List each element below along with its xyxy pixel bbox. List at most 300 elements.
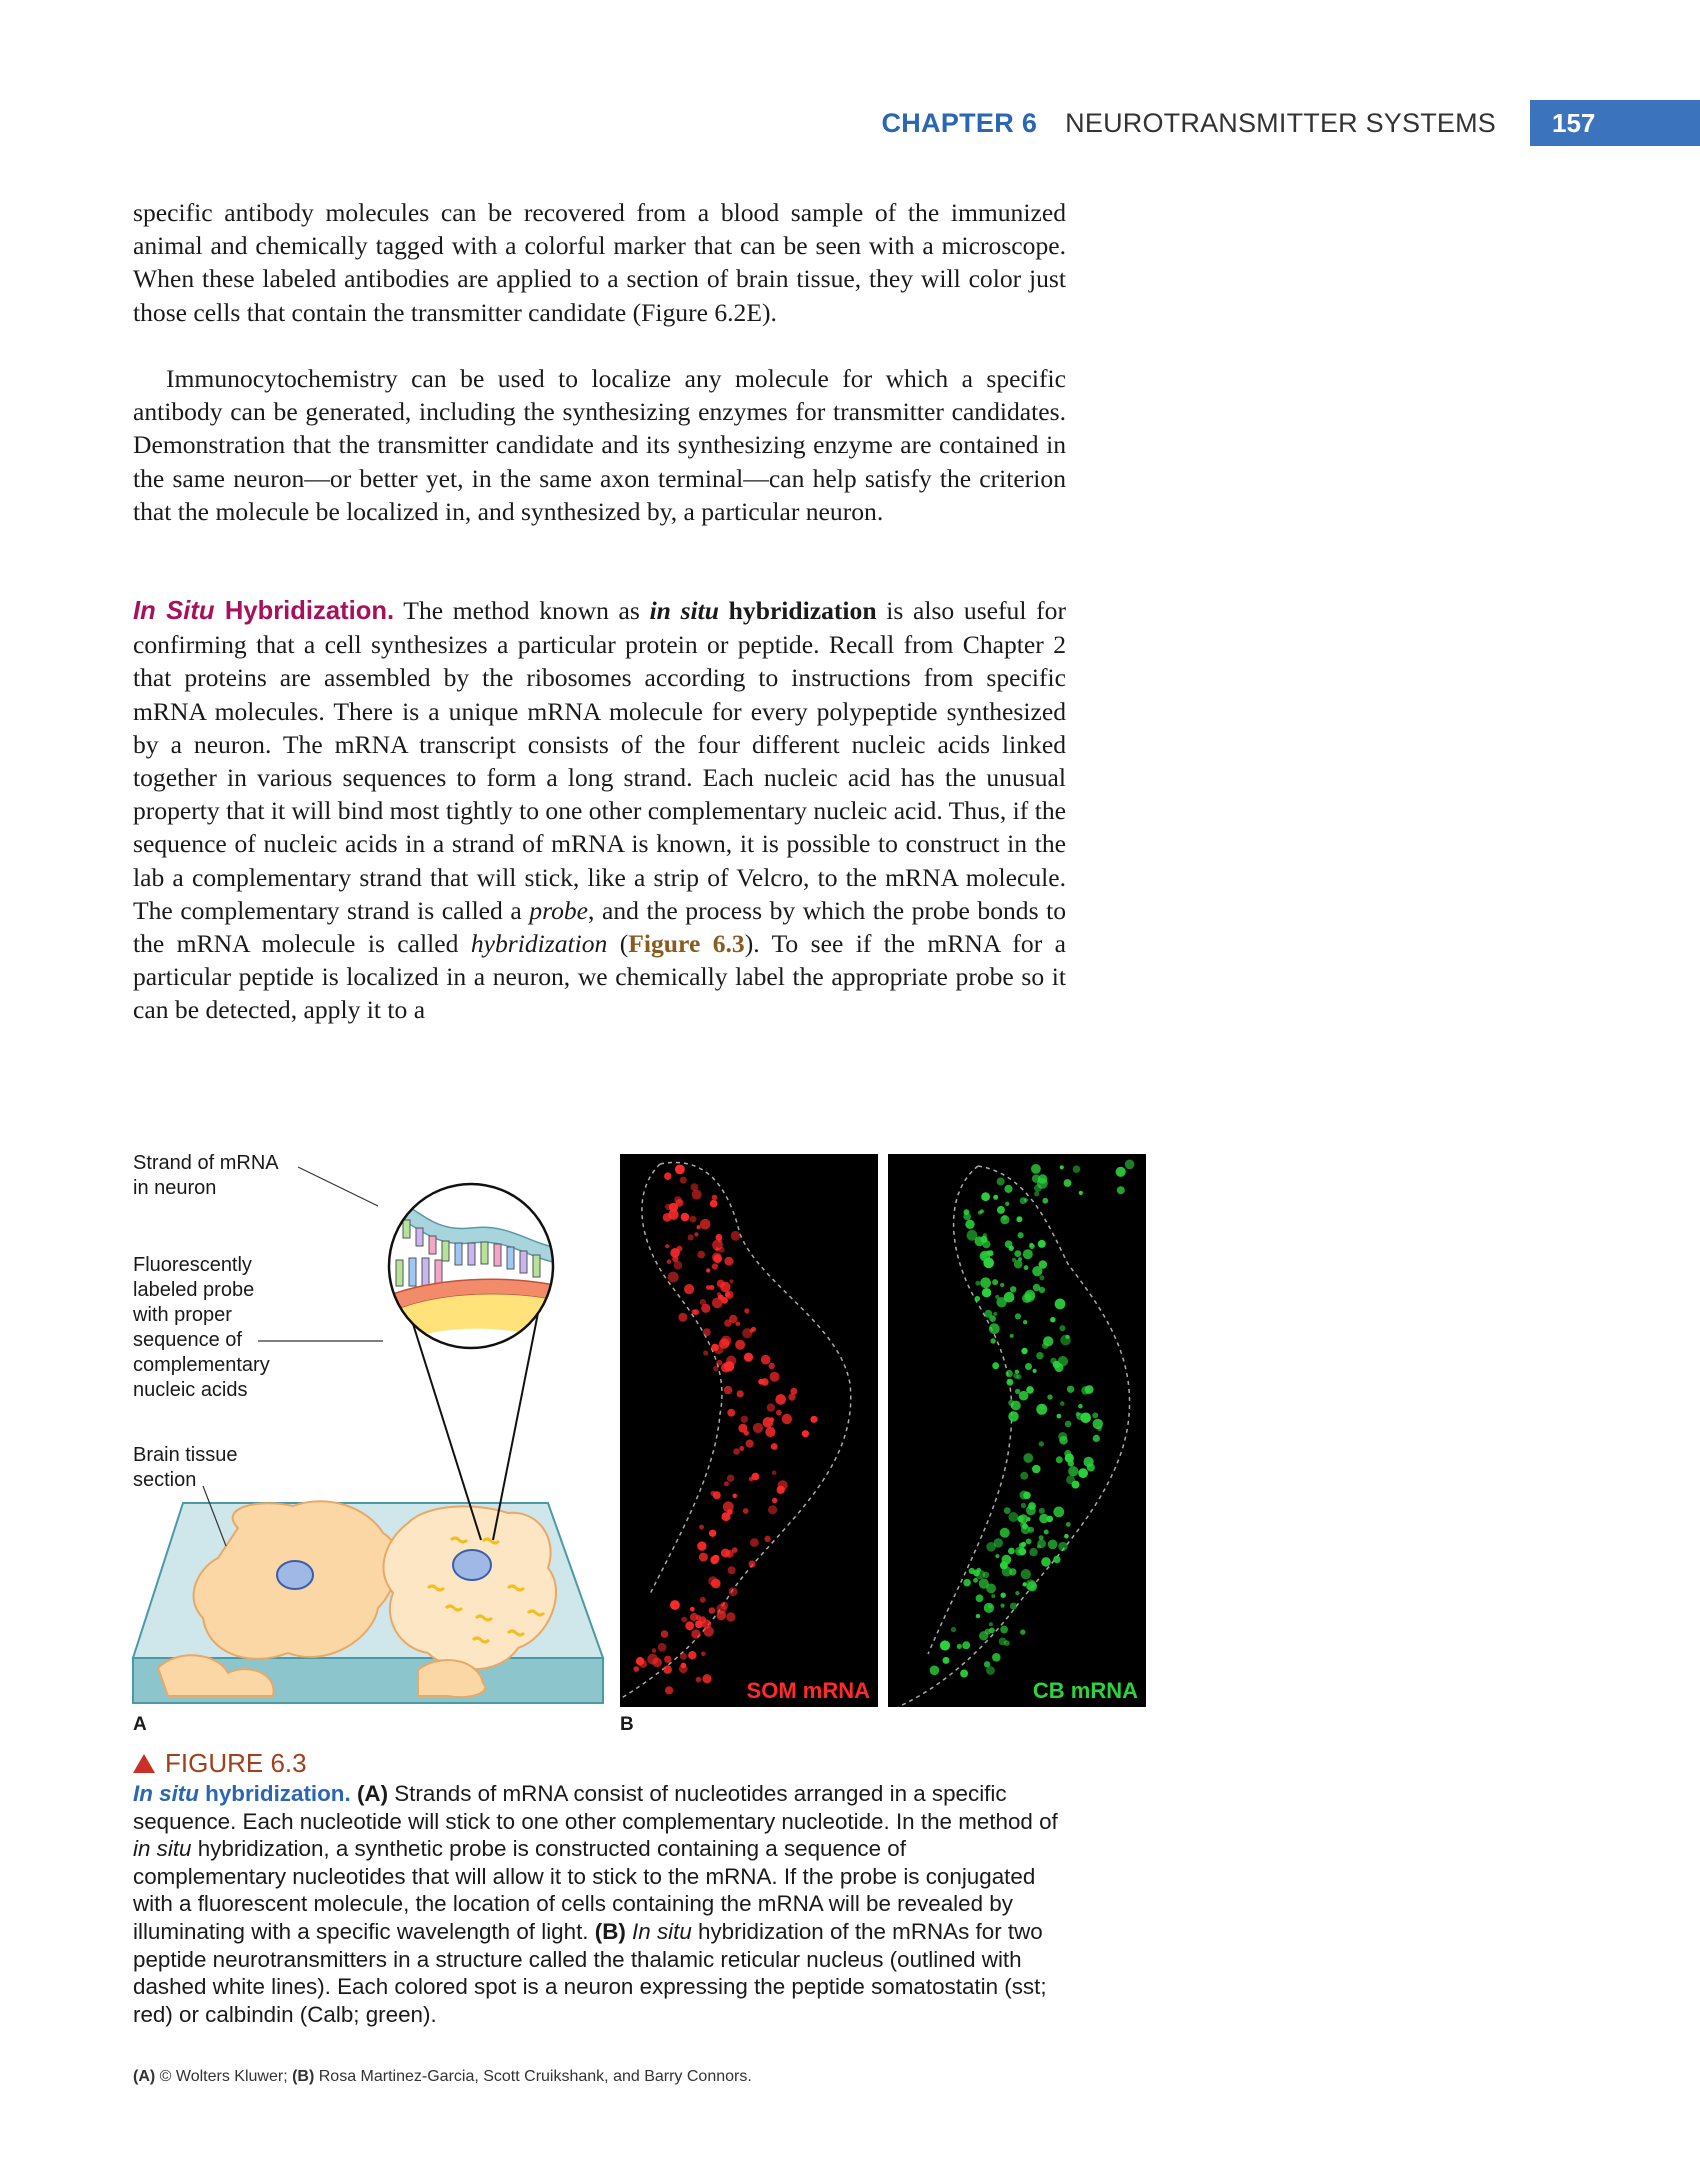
fluorescent-cell — [678, 1313, 687, 1322]
fluorescent-cell — [720, 1282, 730, 1292]
fluorescent-cell — [975, 1281, 980, 1286]
fluorescent-cell — [706, 1268, 710, 1272]
label-labeled-probe: Fluorescently labeled probe with proper sequence of complementary nucleic acids — [133, 1254, 270, 1401]
som-cell-dots — [634, 1165, 818, 1695]
paragraph-1-text: specific antibody molecules can be recovered from a blood sample of the immunized animal and chemically tagged with a colorful marker that can be seen with a microscope. When these labeled antibodies are applied to a section of brain tissue, they will color just those cells that contain the transmitter candidate (Figure 6.2E). — [133, 198, 1066, 327]
figure-credit: (A) © Wolters Kluwer; (B) Rosa Martinez-Garcia, Scott Cruikshank, and Barry Connors. — [133, 2068, 752, 2085]
fluorescent-cell — [980, 1277, 991, 1288]
fluorescent-cell — [725, 1292, 730, 1297]
fluorescent-cell — [1036, 1352, 1043, 1359]
fluorescent-cell — [1010, 1603, 1017, 1610]
fluorescent-cell — [693, 1309, 699, 1315]
fluorescent-cell — [1019, 1391, 1029, 1401]
fluorescent-cell — [965, 1220, 974, 1229]
fluorescent-cell — [690, 1216, 697, 1223]
fluorescent-cell — [990, 1338, 995, 1343]
fluorescent-cell — [700, 1219, 711, 1230]
fluorescent-cell — [988, 1604, 992, 1608]
fluorescent-cell — [985, 1629, 991, 1635]
fluorescent-cell — [721, 1549, 730, 1558]
fluorescent-cell — [1020, 1491, 1029, 1500]
fluorescent-cell — [690, 1607, 695, 1612]
fluorescent-cell — [717, 1611, 727, 1621]
fluorescent-cell — [1058, 1542, 1067, 1551]
fluorescent-cell — [976, 1570, 985, 1579]
fluorescent-cell — [770, 1372, 780, 1382]
fluorescent-cell — [1010, 1286, 1016, 1292]
fluorescent-cell — [1025, 1363, 1032, 1370]
fluorescent-cell — [1024, 1265, 1029, 1270]
chapter-title: NEUROTRANSMITTER SYSTEMS — [1065, 107, 1496, 138]
som-micrograph — [620, 1154, 878, 1707]
paragraph-3-text: In Situ Hybridization. The method known as in situ hybridization is also useful for confirming that a cell synthesizes a particular protein or peptide. Recall from Chapter 2 that proteins are assembled by the ribosomes according to instructions from specific mRNA molecules. There is a unique mRNA molecule for every polypeptide synthesized by a neuron. The mRNA transcript consists of the four different nucleic acids linked together in various sequences to form a long strand. Each nucleic acid has the unusual property that it will bind most tightly to one other complementary nucleic acid. Thus, if the sequence of nucleic acids in a strand of mRNA is known, it is possible to construct in the lab a complementary strand that will stick, like a strip of Velcro, to the mRNA molecule. The complementary strand is called a probe, and the process by which the probe bonds to the mRNA molecule is called hybridization (Figure 6.3). To see if the mRNA for a particular peptide is localized in a neuron, we chemically label the appropriate probe so it can be detected, apply it to a — [133, 596, 1066, 1025]
fluorescent-cell — [765, 1427, 775, 1437]
fluorescent-cell — [704, 1626, 714, 1636]
fluorescent-cell — [1065, 1421, 1072, 1428]
fluorescent-cell — [1022, 1294, 1031, 1303]
fluorescent-cell — [1000, 1528, 1010, 1538]
fluorescent-cell — [701, 1304, 710, 1313]
fluorescent-cell — [1006, 1379, 1013, 1386]
term-probe: probe — [529, 895, 589, 925]
fluorescent-cell — [1015, 1313, 1021, 1319]
fluorescent-cell — [749, 1560, 756, 1567]
fluorescent-cell — [1060, 1165, 1064, 1169]
fluorescent-cell — [1044, 1530, 1049, 1535]
fluorescent-cell — [940, 1640, 950, 1650]
fluorescent-cell — [700, 1597, 706, 1603]
fluorescent-cell — [733, 1448, 740, 1455]
fluorescent-cell — [1004, 1185, 1012, 1193]
fluorescent-cell — [1019, 1543, 1025, 1549]
panel-letter-a: A — [133, 1714, 147, 1735]
fluorescent-cell — [1064, 1534, 1069, 1539]
fluorescent-cell — [1042, 1198, 1048, 1204]
fluorescent-cell — [1055, 1299, 1066, 1310]
fluorescent-cell — [709, 1530, 716, 1537]
fluorescent-cell — [1076, 1412, 1080, 1416]
fluorescent-cell — [1039, 1508, 1045, 1514]
fluorescent-cell — [749, 1477, 754, 1482]
fluorescent-cell — [675, 1165, 685, 1175]
triangle-icon — [133, 1754, 155, 1773]
label-mrna-strand: Strand of mRNA in neuron — [133, 1152, 279, 1199]
fluorescent-cell — [989, 1622, 993, 1626]
fluorescent-cell — [1068, 1460, 1074, 1466]
fluorescent-cell — [1000, 1626, 1008, 1634]
figure-panel-a — [128, 1148, 608, 1708]
panel-letter-b: B — [620, 1714, 634, 1735]
fluorescent-cell — [1004, 1507, 1011, 1514]
fluorescent-cell — [711, 1344, 719, 1352]
fluorescent-cell — [1073, 1165, 1081, 1173]
fluorescent-cell — [681, 1213, 690, 1222]
fluorescent-cell — [1012, 1258, 1016, 1262]
nucleus-right — [453, 1550, 491, 1580]
fluorescent-cell — [992, 1653, 1001, 1662]
fluorescent-cell — [718, 1239, 722, 1243]
fluorescent-cell — [982, 1288, 991, 1297]
page-number: 157 — [1530, 100, 1700, 146]
paragraph-3 — [133, 594, 1066, 1027]
fluorescent-cell — [1008, 1400, 1014, 1406]
fluorescent-cell — [1065, 1335, 1069, 1339]
fluorescent-cell — [702, 1674, 711, 1683]
panel-b-cb — [888, 1154, 1146, 1707]
caption-text: In situ hybridization. (A) Strands of mRNA consist of nucleotides arranged in a specific sequence. Each nucleotide will stick to one other complementary nucleotide. In the method of in situ hybridization, a synthetic probe is constructed containing a sequence of complementary nucleotides that will allow it to stick to the mRNA. If the probe is conjugated with a fluorescent molecule, the location of cells containing the mRNA will be revealed by illuminating with a specific wavelength of light. (B) In situ hybridization of the mRNAs for two peptide neurotransmitters in a structure called the thalamic reticular nucleus (outlined with dashed white lines). Each colored spot is a neuron expressing the peptide somatostatin (sst; red) or calbindin (Calb; green). — [133, 1781, 1058, 2027]
fluorescent-cell — [1039, 1287, 1045, 1293]
fluorescent-cell — [667, 1259, 672, 1264]
fluorescent-cell — [1058, 1432, 1067, 1441]
fluorescent-cell — [744, 1308, 749, 1313]
fluorescent-cell — [703, 1350, 708, 1355]
fluorescent-cell — [1078, 1404, 1083, 1409]
fluorescent-cell — [1059, 1325, 1065, 1331]
fluorescent-cell — [1039, 1535, 1044, 1540]
fluorescent-cell — [741, 1416, 748, 1423]
fluorescent-cell — [1001, 1604, 1005, 1608]
cb-micrograph — [888, 1154, 1146, 1707]
fluorescent-cell — [995, 1554, 999, 1558]
fluorescent-cell — [1050, 1317, 1055, 1322]
fluorescent-cell — [658, 1643, 667, 1652]
fluorescent-cell — [688, 1234, 694, 1240]
fluorescent-cell — [1125, 1160, 1135, 1170]
fluorescent-cell — [1010, 1334, 1014, 1338]
fluorescent-cell — [712, 1555, 719, 1562]
fluorescent-cell — [782, 1414, 792, 1424]
fluorescent-cell — [1048, 1540, 1058, 1550]
label-brain-tissue: Brain tissue section — [133, 1444, 238, 1491]
fluorescent-cell — [727, 1509, 733, 1515]
fluorescent-cell — [993, 1195, 998, 1200]
fluorescent-cell — [1057, 1414, 1062, 1419]
fluorescent-cell — [960, 1670, 968, 1678]
fluorescent-cell — [1043, 1336, 1053, 1346]
fluorescent-cell — [777, 1486, 785, 1494]
fluorescent-cell — [963, 1579, 971, 1587]
fluorescent-cell — [986, 1251, 991, 1256]
fluorescent-cell — [727, 1475, 734, 1482]
fluorescent-cell — [1080, 1413, 1091, 1424]
fluorescent-cell — [997, 1178, 1005, 1186]
fluorescent-cell — [993, 1312, 997, 1316]
fluorescent-cell — [989, 1323, 1000, 1334]
fluorescent-cell — [729, 1279, 733, 1283]
fluorescent-cell — [1024, 1198, 1028, 1202]
fluorescent-cell — [669, 1203, 678, 1212]
fluorescent-cell — [1047, 1394, 1052, 1399]
fluorescent-cell — [1026, 1386, 1034, 1394]
fluorescent-cell — [963, 1213, 971, 1221]
fluorescent-cell — [1041, 1557, 1051, 1567]
fluorescent-cell — [991, 1594, 995, 1598]
som-mrna-label: SOM mRNA — [746, 1678, 870, 1703]
fluorescent-cell — [1093, 1419, 1103, 1429]
fluorescent-cell — [984, 1661, 990, 1667]
fluorescent-cell — [981, 1192, 990, 1201]
fluorescent-cell — [697, 1251, 705, 1259]
fluorescent-cell — [670, 1248, 680, 1258]
fluorescent-cell — [788, 1393, 795, 1400]
fluorescent-cell — [1039, 1441, 1044, 1446]
fluorescent-cell — [1016, 1216, 1022, 1222]
fluorescent-cell — [1002, 1555, 1012, 1565]
fluorescent-cell — [737, 1390, 744, 1397]
fluorescent-cell — [1023, 1320, 1027, 1324]
fluorescent-cell — [1060, 1401, 1065, 1406]
fluorescent-cell — [1021, 1569, 1031, 1579]
fluorescent-cell — [1015, 1389, 1020, 1394]
fluorescent-cell — [1008, 1512, 1018, 1522]
fluorescent-cell — [1020, 1629, 1025, 1634]
fluorescent-cell — [1037, 1539, 1046, 1548]
caption-title: In situ hybridization. — [133, 1781, 351, 1806]
fluorescent-cell — [1116, 1167, 1126, 1177]
fluorescent-cell — [712, 1195, 718, 1201]
fluorescent-cell — [663, 1665, 672, 1674]
fluorescent-cell — [943, 1657, 950, 1664]
fluorescent-cell — [729, 1587, 738, 1596]
fluorescent-cell — [1064, 1179, 1072, 1187]
fluorescent-cell — [761, 1378, 768, 1385]
fluorescent-cell — [694, 1232, 698, 1236]
fluorescent-cell — [1053, 1507, 1064, 1518]
fluorescent-cell — [1028, 1527, 1034, 1533]
fluorescent-cell — [1018, 1232, 1024, 1238]
fluorescent-cell — [711, 1579, 721, 1589]
fluorescent-cell — [1009, 1568, 1016, 1575]
fluorescent-cell — [1016, 1374, 1021, 1379]
fluorescent-cell — [728, 1566, 736, 1574]
fluorescent-cell — [973, 1578, 978, 1583]
fluorescent-cell — [724, 1319, 731, 1326]
fluorescent-cell — [1037, 1178, 1048, 1189]
fluorescent-cell — [976, 1594, 984, 1602]
fluorescent-cell — [1006, 1370, 1013, 1377]
running-header — [881, 100, 1700, 146]
fluorescent-cell — [1022, 1523, 1028, 1529]
fluorescent-cell — [984, 1310, 992, 1318]
fluorescent-cell — [983, 1258, 994, 1269]
fluorescent-cell — [688, 1651, 696, 1659]
fluorescent-cell — [997, 1206, 1005, 1214]
fluorescent-cell — [771, 1443, 778, 1450]
fluorescent-cell — [1093, 1435, 1100, 1442]
fluorescent-cell — [1027, 1581, 1037, 1591]
fluorescent-cell — [665, 1244, 669, 1248]
fluorescent-cell — [772, 1471, 777, 1476]
fluorescent-cell — [772, 1498, 777, 1503]
fluorescent-cell — [769, 1363, 775, 1369]
fluorescent-cell — [699, 1525, 704, 1530]
fluorescent-cell — [696, 1677, 702, 1683]
fluorescent-cell — [717, 1292, 721, 1296]
fluorescent-cell — [691, 1183, 699, 1191]
fluorescent-cell — [1053, 1556, 1060, 1563]
fluorescent-cell — [1031, 1164, 1041, 1174]
fluorescent-cell — [1008, 1548, 1015, 1555]
fluorescent-cell — [761, 1355, 771, 1365]
fluorescent-cell — [681, 1663, 687, 1669]
fluorescent-cell — [670, 1600, 680, 1610]
fluorescent-cell — [1081, 1386, 1089, 1394]
fluorescent-cell — [1032, 1465, 1041, 1474]
leader-strand — [298, 1167, 378, 1206]
fluorescent-cell — [768, 1505, 777, 1514]
fluorescent-cell — [1040, 1405, 1045, 1410]
fluorescent-cell — [1047, 1516, 1054, 1523]
fluorescent-cell — [639, 1660, 647, 1668]
fluorescent-cell — [975, 1296, 981, 1302]
fluorescent-cell — [995, 1295, 999, 1299]
fluorescent-cell — [753, 1423, 763, 1433]
fluorescent-cell — [703, 1328, 711, 1336]
fluorescent-cell — [1015, 1591, 1019, 1595]
nucleus-left — [277, 1561, 313, 1589]
fluorescent-cell — [712, 1253, 722, 1263]
fluorescent-cell — [1008, 1411, 1018, 1421]
fluorescent-cell — [1033, 1369, 1037, 1373]
fluorescent-cell — [767, 1403, 775, 1411]
fluorescent-cell — [697, 1225, 701, 1229]
fluorescent-cell — [1021, 1503, 1026, 1508]
fluorescent-cell — [1079, 1191, 1083, 1195]
figure-reference-link[interactable]: Figure 6.3 — [628, 929, 745, 959]
fluorescent-cell — [1014, 1250, 1021, 1257]
fluorescent-cell — [1000, 1215, 1009, 1224]
fluorescent-cell — [684, 1284, 694, 1294]
fluorescent-cell — [735, 1340, 745, 1350]
fluorescent-cell — [802, 1430, 809, 1437]
paragraph-2 — [133, 362, 1066, 528]
fluorescent-cell — [713, 1491, 721, 1499]
fluorescent-cell — [1029, 1243, 1033, 1247]
fluorescent-cell — [775, 1394, 786, 1405]
paragraph-2-text: Immunocytochemistry can be used to localize any molecule for which a specific antibody can be generated, including the synthesizing enzymes for transmitter candidates. Demonstration that the transmitter candidate and its synthesizing enzyme are contained in the same neuron—or better yet, in the same axon terminal—can help satisfy the criterion that the molecule be localized in, and synthesized by, a particular neuron. — [133, 364, 1066, 526]
fluorescent-cell — [712, 1263, 718, 1269]
fluorescent-cell — [1032, 1266, 1042, 1276]
fluorescent-cell — [699, 1553, 708, 1562]
fluorescent-cell — [732, 1494, 737, 1499]
section-heading: In Situ Hybridization. — [133, 597, 395, 625]
fluorescent-cell — [681, 1617, 687, 1623]
fluorescent-cell — [1005, 1202, 1009, 1206]
fluorescent-cell — [726, 1356, 736, 1366]
fluorescent-cell — [1020, 1472, 1028, 1480]
fluorescent-cell — [685, 1621, 694, 1630]
cb-mrna-label: CB mRNA — [1032, 1678, 1138, 1703]
fluorescent-cell — [1066, 1522, 1071, 1527]
fluorescent-cell — [982, 1240, 990, 1248]
panel-b-som — [620, 1154, 878, 1707]
fluorescent-cell — [719, 1338, 729, 1348]
fluorescent-cell — [647, 1654, 658, 1665]
fluorescent-cell — [976, 1614, 980, 1618]
fluorescent-cell — [664, 1656, 671, 1663]
fluorescent-cell — [692, 1190, 702, 1200]
fluorescent-cell — [716, 1360, 722, 1366]
fluorescent-cell — [706, 1285, 711, 1290]
cb-cell-dots — [930, 1160, 1135, 1678]
fluorescent-cell — [724, 1481, 729, 1486]
fluorescent-cell — [720, 1602, 728, 1610]
fluorescent-cell — [750, 1538, 759, 1547]
fluorescent-cell — [1005, 1240, 1013, 1248]
fluorescent-cell — [764, 1536, 770, 1542]
fluorescent-cell — [724, 1386, 732, 1394]
fluorescent-cell — [744, 1353, 753, 1362]
fluorescent-cell — [1029, 1548, 1037, 1556]
fluorescent-cell — [727, 1409, 735, 1417]
fluorescent-cell — [697, 1541, 706, 1550]
fluorescent-cell — [680, 1653, 687, 1660]
chapter-label: CHAPTER 6 — [881, 107, 1038, 138]
fluorescent-cell — [661, 1630, 669, 1638]
fluorescent-cell — [743, 1508, 749, 1514]
fluorescent-cell — [674, 1261, 683, 1270]
fluorescent-cell — [739, 1446, 744, 1451]
fluorescent-cell — [1026, 1517, 1030, 1521]
fluorescent-cell — [992, 1279, 998, 1285]
fluorescent-cell — [724, 1257, 733, 1266]
fluorescent-cell — [713, 1366, 719, 1372]
fluorescent-cell — [957, 1644, 962, 1649]
fluorescent-cell — [738, 1424, 747, 1433]
fluorescent-cell — [710, 1200, 718, 1208]
fluorescent-cell — [1039, 1275, 1044, 1280]
fluorescent-cell — [1078, 1468, 1088, 1478]
fluorescent-cell — [1021, 1348, 1027, 1354]
fluorescent-cell — [1084, 1457, 1094, 1467]
fluorescent-cell — [742, 1328, 752, 1338]
fluorescent-cell — [736, 1322, 741, 1327]
fluorescent-cell — [1117, 1186, 1125, 1194]
in-situ-diagram — [128, 1148, 608, 1708]
fluorescent-cell — [1067, 1386, 1074, 1393]
key-term: in situ hybridization — [649, 596, 877, 625]
fluorescent-cell — [1018, 1257, 1022, 1261]
fluorescent-cell — [962, 1641, 970, 1649]
fluorescent-cell — [978, 1211, 982, 1215]
fluorescent-cell — [664, 1172, 672, 1180]
fluorescent-cell — [652, 1648, 657, 1653]
fluorescent-cell — [674, 1196, 682, 1204]
fluorescent-cell — [1000, 1283, 1004, 1287]
fluorescent-cell — [992, 1362, 999, 1369]
fluorescent-cell — [930, 1666, 940, 1676]
figure-number: FIGURE 6.3 — [133, 1746, 1065, 1780]
fluorescent-cell — [951, 1627, 956, 1632]
fluorescent-cell — [1023, 1582, 1027, 1586]
fluorescent-cell — [1068, 1466, 1078, 1476]
fluorescent-cell — [986, 1542, 996, 1552]
fluorescent-cell — [1038, 1240, 1046, 1248]
fluorescent-cell — [969, 1568, 975, 1574]
fluorescent-cell — [680, 1177, 687, 1184]
fluorescent-cell — [1004, 1292, 1015, 1303]
figure-caption — [133, 1746, 1065, 2028]
fluorescent-cell — [979, 1579, 989, 1589]
fluorescent-cell — [1023, 1249, 1033, 1259]
fluorescent-cell — [695, 1620, 703, 1628]
fluorescent-cell — [1034, 1191, 1039, 1196]
fluorescent-cell — [668, 1272, 679, 1283]
fluorescent-cell — [1023, 1453, 1033, 1463]
fluorescent-cell — [1019, 1548, 1027, 1556]
fluorescent-cell — [691, 1629, 700, 1638]
fluorescent-cell — [1072, 1481, 1080, 1489]
